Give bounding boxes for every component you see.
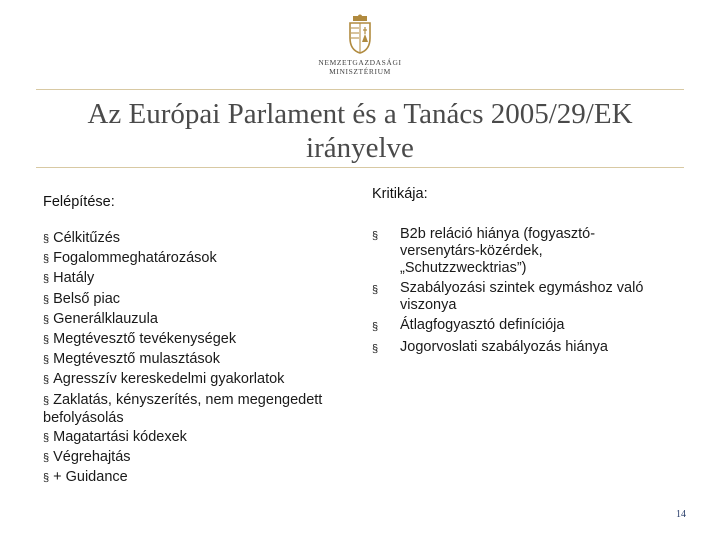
bullet-icon: § [372,284,379,296]
list-item-text: Megtévesztő tevékenységek [53,330,237,347]
bullet-icon: § [43,253,50,266]
list-item-text: Belső piac [53,290,121,307]
list-item-text: Agresszív kereskedelmi gyakorlatok [53,371,285,388]
bullet-icon: § [372,321,379,333]
left-heading: Felépítése: [43,194,115,210]
list-item [43,250,333,268]
list-item [372,339,672,358]
bullet-icon: § [43,333,50,346]
list-item-text: Magatartási kódexek [53,428,187,445]
list-item-text: + Guidance [53,469,128,486]
bullet-icon: § [43,394,50,407]
list-item-text: Végrehajtás [53,448,131,465]
list-item-text: Szabályozási szintek egymáshoz való viszonya [400,280,644,313]
structure-list [43,230,333,489]
list-item [43,429,333,447]
bullet-icon: § [43,293,50,306]
list-item-text: Fogalommeghatározások [53,250,217,267]
list-item [43,230,333,248]
bullet-icon: § [43,472,50,485]
bullet-icon: § [372,230,379,242]
list-item [372,317,672,336]
list-item-text: Átlagfogyasztó definíciója [400,317,565,333]
list-item [43,311,333,329]
title-divider [36,167,684,168]
list-item [43,291,333,309]
list-item [43,270,333,288]
bullet-icon: § [43,313,50,326]
ministry-name [318,58,402,76]
bullet-icon: § [43,451,50,464]
list-item [372,226,672,277]
list-item-text: Megtévesztő mulasztások [53,351,220,368]
bullet-icon: § [372,343,379,355]
ministry-logo [318,14,402,82]
list-item-text: Generálklauzula [53,310,158,327]
ministry-line-2: MINISZTÉRIUM [329,67,391,76]
list-item [43,371,333,389]
page-number: 14 [676,509,686,520]
list-item-text: Hatály [53,270,95,287]
coat-of-arms-icon [347,14,373,54]
top-divider [36,89,684,90]
right-heading: Kritikája: [372,186,428,202]
list-item [43,351,333,369]
list-item-text: B2b reláció hiánya (fogyasztó-versenytárs-közérdek, „Schutzzwecktrias”) [400,226,596,276]
bullet-icon: § [43,233,50,245]
title-line-1: Az Európai Parlament és a Tanács 2005/29/EK [87,98,633,130]
list-item [43,469,333,487]
list-item-text: Jogorvoslati szabályozás hiánya [400,339,608,355]
list-item [43,331,333,349]
ministry-line-1: NEMZETGAZDASÁGI [318,58,402,67]
title-line-2: irányelve [306,132,414,164]
criticism-list [372,226,672,361]
bullet-icon: § [43,273,50,286]
list-item [372,280,672,314]
slide-title [60,97,660,165]
list-item [43,449,333,467]
list-item-text: Célkitűzés [53,230,121,246]
list-item [43,392,333,427]
bullet-icon: § [43,374,50,387]
bullet-icon: § [43,431,50,444]
list-item-text: Zaklatás, kényszerítés, nem megengedett befolyásolás [43,391,323,426]
bullet-icon: § [43,354,50,367]
